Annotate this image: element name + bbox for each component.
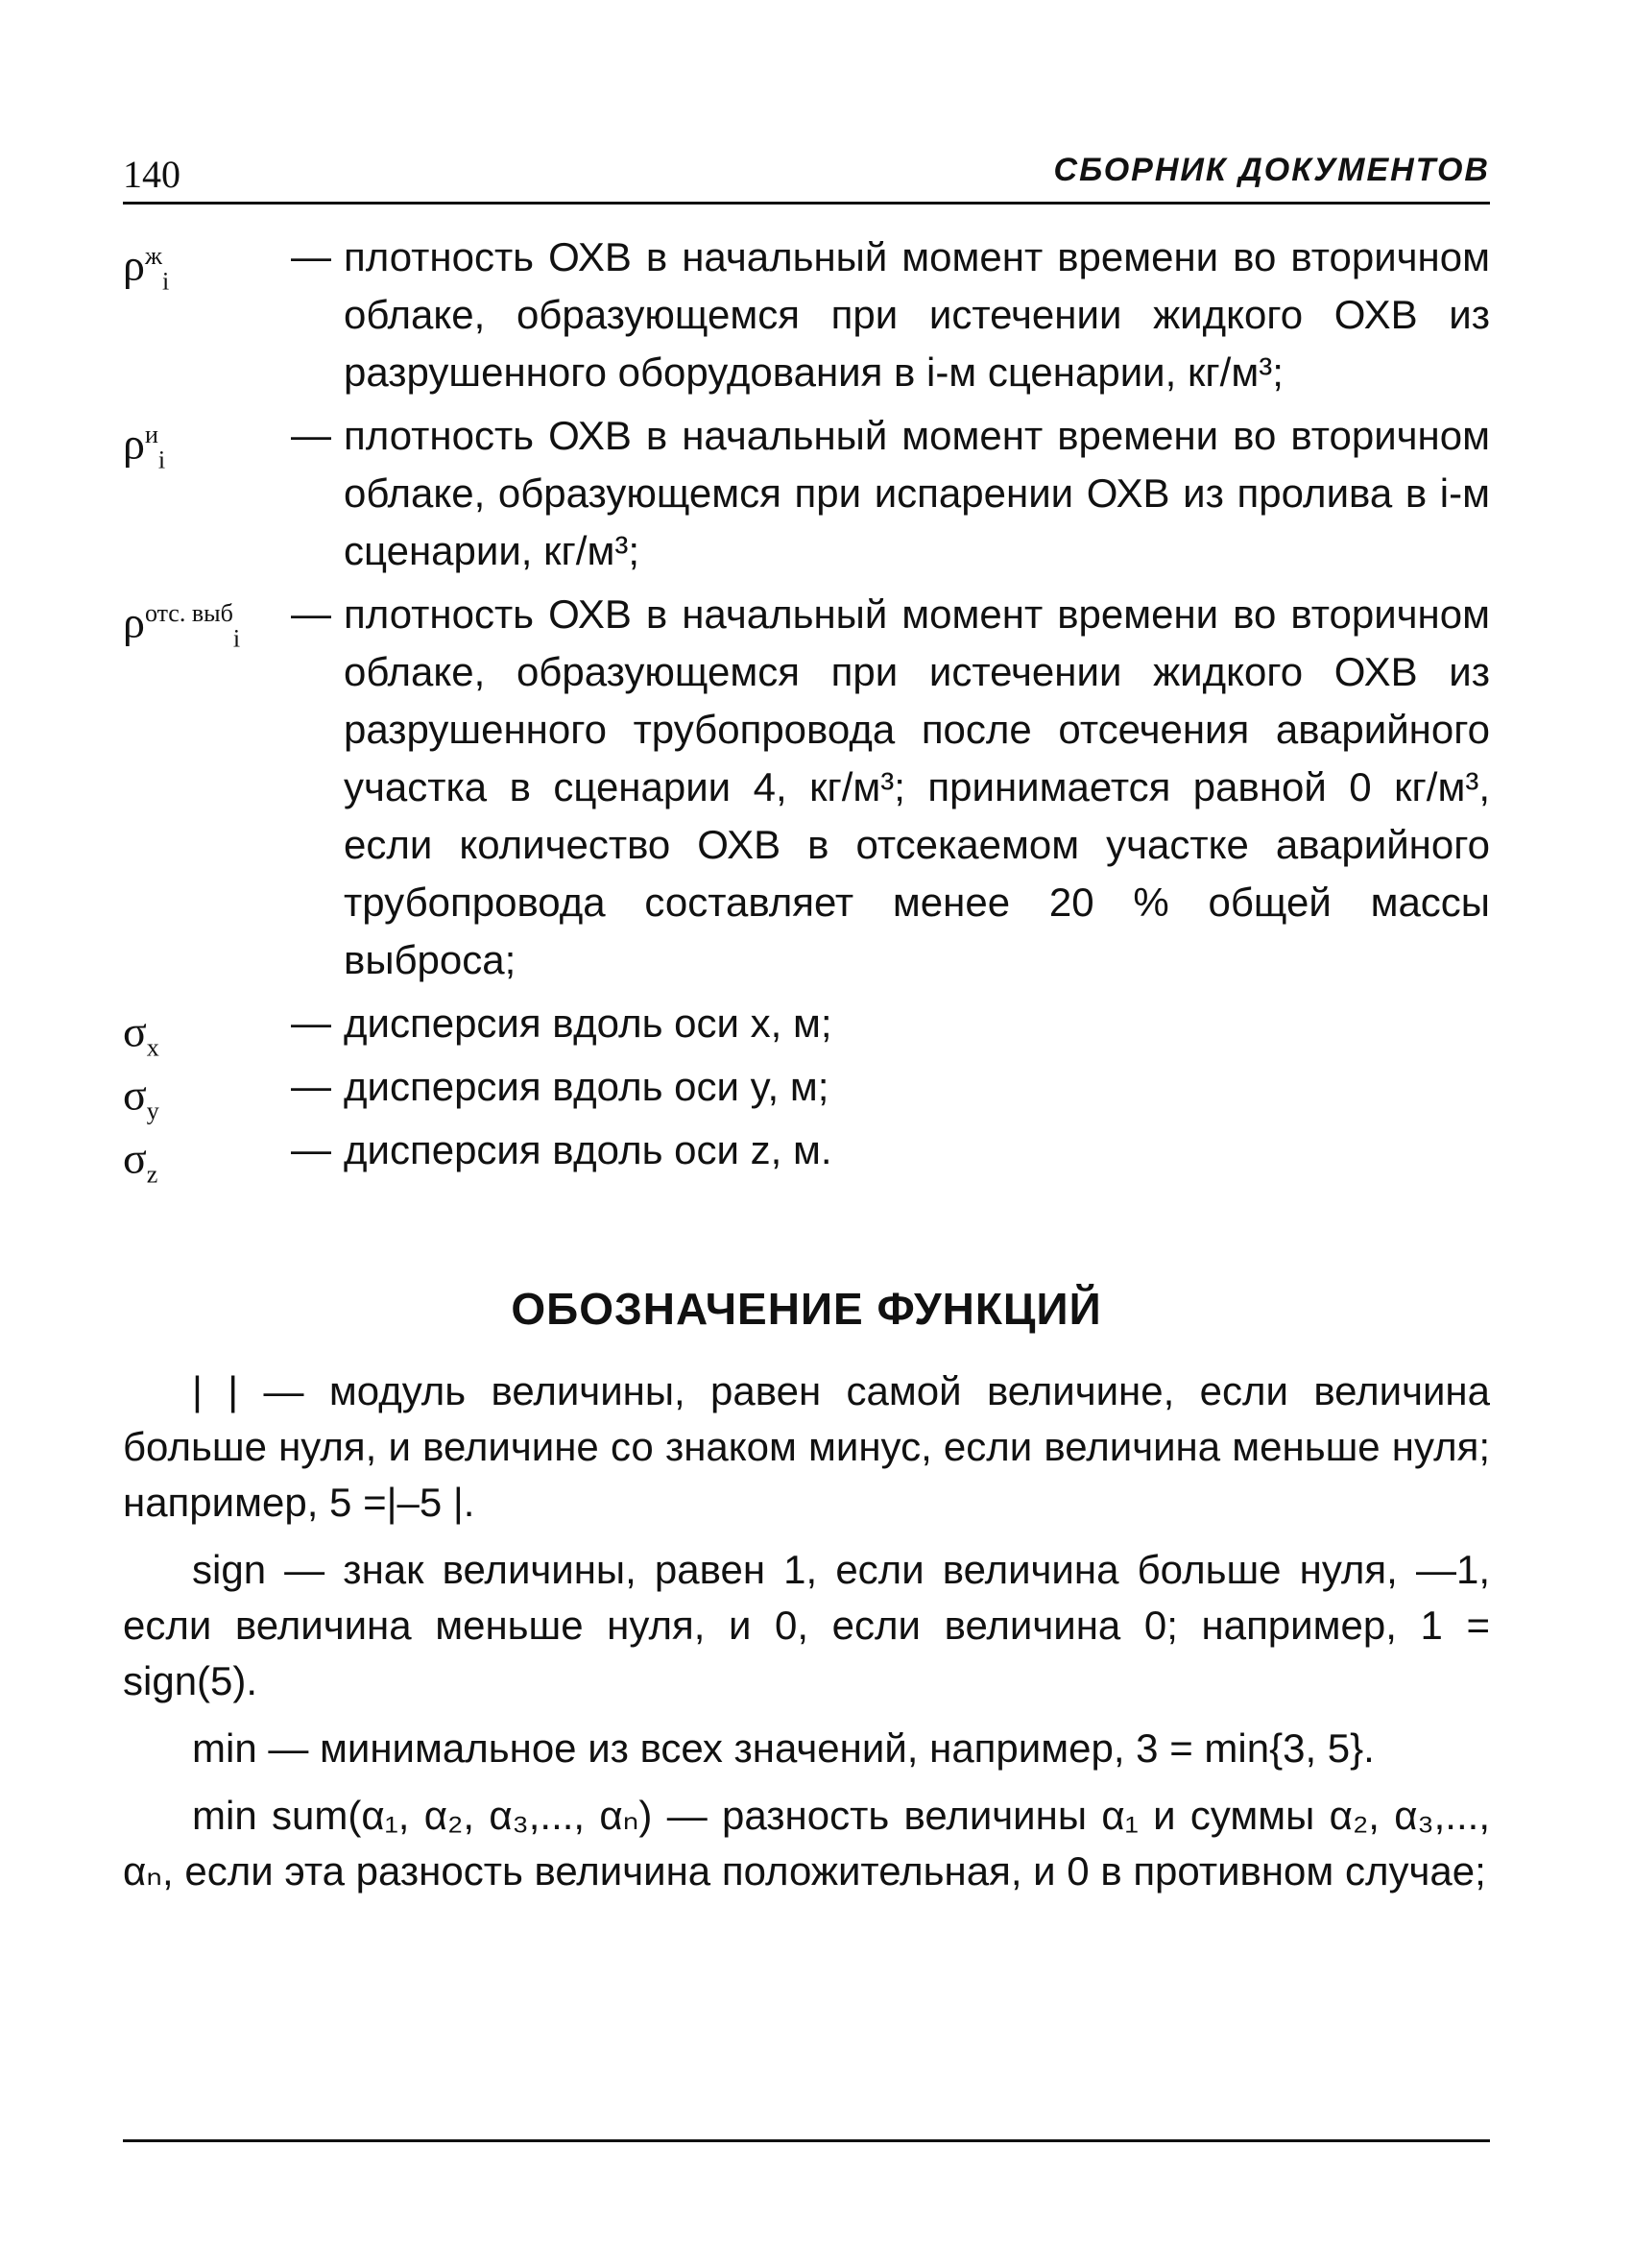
definition-text: дисперсия вдоль оси z, м. bbox=[344, 1127, 832, 1172]
functions-body bbox=[123, 1363, 1490, 1911]
definition-dash: — bbox=[291, 591, 331, 636]
definition-dash: — bbox=[291, 1063, 331, 1108]
definition-symbol: $\sigma_y$ bbox=[123, 1070, 159, 1125]
definition-item bbox=[123, 1122, 1490, 1189]
paragraph: min sum(α₁, α₂, α₃,..., αₙ) — разность величины α₁ и суммы α₂, α₃,..., αₙ, если эта разность величина положительная, и 0 в противном случае; bbox=[123, 1793, 1490, 1894]
definition-text: дисперсия вдоль оси y, м; bbox=[344, 1064, 829, 1109]
paragraph: min — минимальное из всех значений, например, 3 = min{3, 5}. bbox=[192, 1725, 1375, 1771]
definition-dash: — bbox=[291, 233, 331, 278]
definition-text: плотность ОХВ в начальный момент времени во вторичном облаке, образующемся при истечении жидкого ОХВ из разрушенного оборудования в i-м сценарии, кг/м³; bbox=[344, 234, 1490, 395]
paragraph: sign — знак величины, равен 1, если величина больше нуля, —1, если величина меньше нуля, и 0, если величина 0; например, 1 = sign(5). bbox=[123, 1547, 1490, 1703]
definition-symbol: $\sigma_x$ bbox=[123, 1006, 159, 1062]
page-header bbox=[123, 144, 1490, 198]
definition-symbol: $\sigma_z$ bbox=[123, 1133, 158, 1189]
definition-symbol: $\rho^и_i$ bbox=[123, 419, 166, 474]
definition-dash: — bbox=[291, 412, 331, 457]
footer-rule bbox=[123, 2139, 1490, 2142]
definition-symbol: $\rho^{отс. выб}_i$ bbox=[123, 597, 241, 653]
definition-item bbox=[123, 229, 1490, 401]
definition-text: дисперсия вдоль оси x, м; bbox=[344, 1001, 832, 1046]
definition-item bbox=[123, 1058, 1490, 1125]
definition-item bbox=[123, 407, 1490, 580]
section-title: ОБОЗНАЧЕНИЕ ФУНКЦИЙ bbox=[511, 1284, 1102, 1335]
definition-text: плотность ОХВ в начальный момент времени во вторичном облаке, образующемся при испарении ОХВ из пролива в i-м сценарии, кг/м³; bbox=[344, 413, 1490, 573]
definition-item bbox=[123, 586, 1490, 989]
definitions-list bbox=[123, 229, 1490, 1189]
definition-dash: — bbox=[291, 1126, 331, 1171]
definition-dash: — bbox=[291, 1000, 331, 1045]
definition-symbol: $\rho^ж_i$ bbox=[123, 240, 170, 296]
page-number: 140 bbox=[123, 153, 180, 196]
definition-item bbox=[123, 995, 1490, 1062]
running-title: СБОРНИК ДОКУМЕНТОВ bbox=[1053, 152, 1490, 188]
paragraph: | | — модуль величины, равен самой величине, если величина больше нуля, и величине со знаком минус, если величина меньше нуля; например, 5 =|–5 |. bbox=[123, 1368, 1490, 1525]
definition-text: плотность ОХВ в начальный момент времени во вторичном облаке, образующемся при истечении жидкого ОХВ из разрушенного трубопровода после отсечения аварийного участка в сценарии 4, кг/м³; принимается равной 0 кг/м³, если количество ОХВ в отсекаемом участке аварийного трубопровода составляет менее 20 % общей массы выброса; bbox=[344, 591, 1490, 982]
header-rule bbox=[123, 202, 1490, 205]
